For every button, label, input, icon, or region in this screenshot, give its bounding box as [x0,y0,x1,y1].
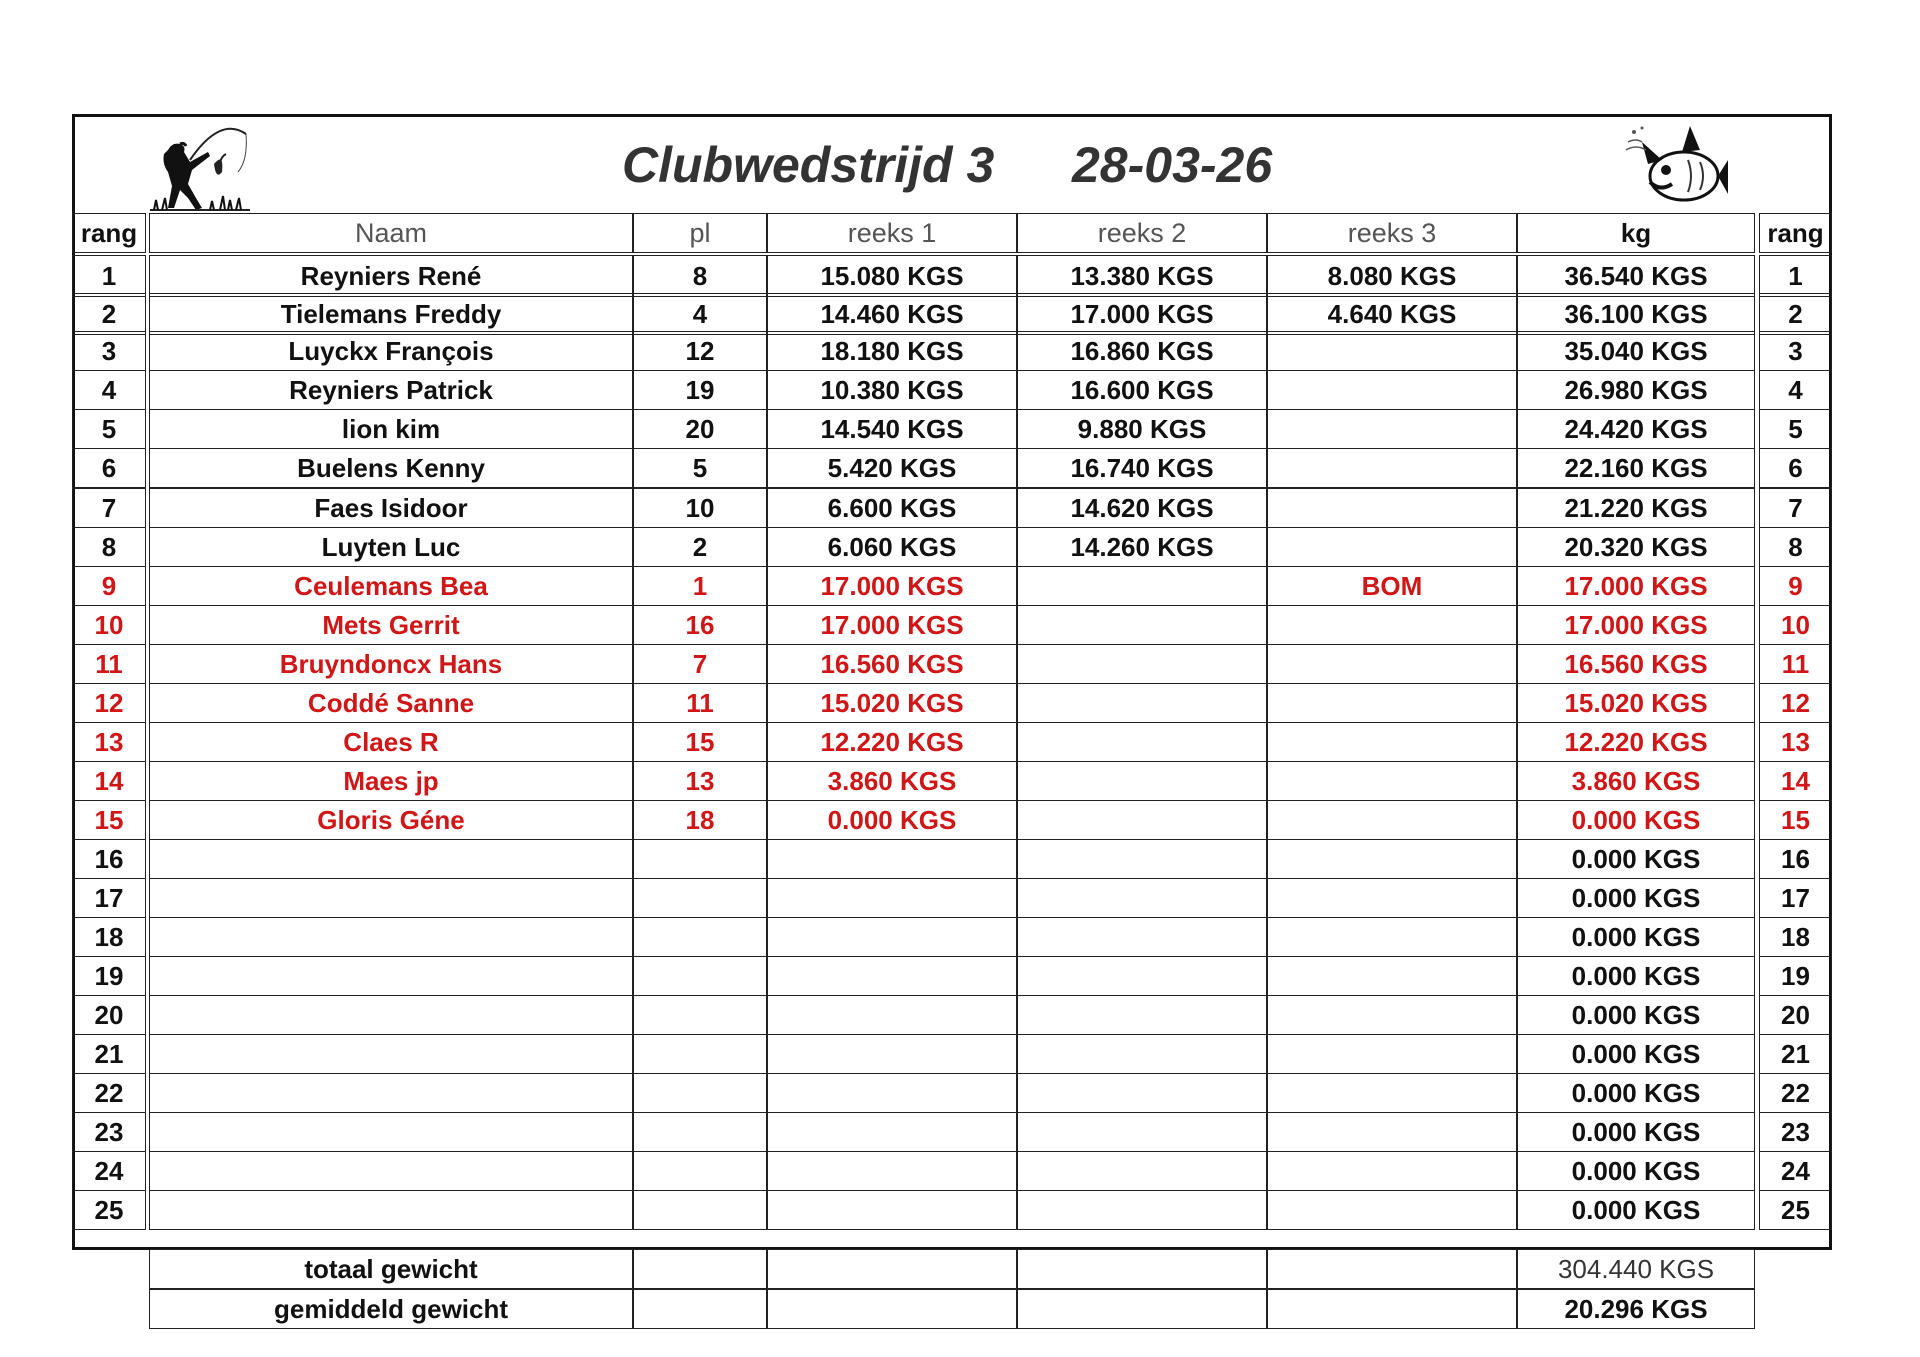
average-weight-label: gemiddeld gewicht [149,1289,633,1329]
total-kg-cell: 21.220 KGS [1517,488,1755,528]
fisherman-icon [150,120,250,212]
name-cell: lion kim [149,409,633,449]
series1-cell [767,956,1017,996]
name-cell: Mets Gerrit [149,605,633,645]
series2-cell [1017,1112,1267,1152]
total-kg-cell: 16.560 KGS [1517,644,1755,684]
name-cell [149,995,633,1035]
rank-right-cell: 21 [1759,1034,1832,1074]
series3-cell: 8.080 KGS [1267,255,1517,297]
rank-right-cell: 25 [1759,1190,1832,1230]
rank-right-cell: 23 [1759,1112,1832,1152]
series3-cell [1267,956,1517,996]
average-weight-empty-cell [1267,1289,1517,1329]
rank-right-cell: 6 [1759,448,1832,488]
total-kg-cell: 26.980 KGS [1517,370,1755,410]
rank-cell: 4 [72,370,146,410]
header-series1: reeks 1 [767,213,1017,253]
series2-cell [1017,956,1267,996]
series2-cell [1017,644,1267,684]
total-kg-cell: 17.000 KGS [1517,605,1755,645]
total-weight-empty-cell [767,1249,1017,1289]
place-cell [633,839,767,879]
rank-cell: 17 [72,878,146,918]
rank-right-cell: 15 [1759,800,1832,840]
series2-cell [1017,566,1267,606]
series1-cell: 18.180 KGS [767,331,1017,371]
series2-cell: 14.620 KGS [1017,488,1267,528]
total-kg-cell: 0.000 KGS [1517,995,1755,1035]
total-kg-cell: 0.000 KGS [1517,917,1755,957]
rank-right-cell: 2 [1759,293,1832,335]
rank-cell: 12 [72,683,146,723]
name-cell [149,839,633,879]
rank-cell: 5 [72,409,146,449]
rank-cell: 20 [72,995,146,1035]
series2-cell: 17.000 KGS [1017,293,1267,335]
header-name: Naam [149,213,633,253]
rank-right-cell: 1 [1759,255,1832,297]
series3-cell [1267,370,1517,410]
total-kg-cell: 0.000 KGS [1517,878,1755,918]
header-series2: reeks 2 [1017,213,1267,253]
series3-cell [1267,605,1517,645]
results-sheet [72,114,1832,1250]
rank-right-cell: 10 [1759,605,1832,645]
series1-cell [767,839,1017,879]
series1-cell: 15.020 KGS [767,683,1017,723]
total-kg-cell: 0.000 KGS [1517,800,1755,840]
header-place: pl [633,213,767,253]
series2-cell [1017,800,1267,840]
rank-cell: 25 [72,1190,146,1230]
total-kg-cell: 0.000 KGS [1517,839,1755,879]
name-cell: Claes R [149,722,633,762]
place-cell: 19 [633,370,767,410]
name-cell: Luyckx François [149,331,633,371]
series2-cell: 13.380 KGS [1017,255,1267,297]
total-kg-cell: 20.320 KGS [1517,527,1755,567]
series1-cell: 15.080 KGS [767,255,1017,297]
series2-cell: 16.740 KGS [1017,448,1267,488]
series2-cell [1017,683,1267,723]
series1-cell: 5.420 KGS [767,448,1017,488]
place-cell: 13 [633,761,767,801]
series1-cell [767,1073,1017,1113]
series2-cell: 16.860 KGS [1017,331,1267,371]
rank-cell: 8 [72,527,146,567]
header-series3: reeks 3 [1267,213,1517,253]
series1-cell [767,1190,1017,1230]
name-cell [149,917,633,957]
series3-cell [1267,761,1517,801]
series2-cell [1017,839,1267,879]
rank-right-cell: 8 [1759,527,1832,567]
place-cell: 18 [633,800,767,840]
rank-right-cell: 17 [1759,878,1832,918]
total-kg-cell: 0.000 KGS [1517,956,1755,996]
rank-right-cell: 5 [1759,409,1832,449]
header-rank-left: rang [72,213,146,253]
place-cell: 16 [633,605,767,645]
series3-cell [1267,917,1517,957]
total-kg-cell: 0.000 KGS [1517,1190,1755,1230]
series3-cell: 4.640 KGS [1267,293,1517,335]
average-weight-empty-cell [1017,1289,1267,1329]
series3-cell [1267,839,1517,879]
rank-cell: 10 [72,605,146,645]
name-cell: Gloris Géne [149,800,633,840]
name-cell [149,1112,633,1152]
rank-right-cell: 7 [1759,488,1832,528]
average-weight-empty-cell [767,1289,1017,1329]
series2-cell [1017,1151,1267,1191]
total-weight-empty-cell [633,1249,767,1289]
series2-cell [1017,995,1267,1035]
total-weight-empty-cell [1267,1249,1517,1289]
place-cell: 15 [633,722,767,762]
series3-cell: BOM [1267,566,1517,606]
rank-cell: 22 [72,1073,146,1113]
event-date: 28-03-26 [1072,137,1273,193]
series1-cell: 3.860 KGS [767,761,1017,801]
series1-cell: 17.000 KGS [767,566,1017,606]
rank-right-cell: 13 [1759,722,1832,762]
rank-cell: 1 [72,255,146,297]
name-cell: Maes jp [149,761,633,801]
series1-cell: 10.380 KGS [767,370,1017,410]
total-kg-cell: 0.000 KGS [1517,1112,1755,1152]
series3-cell [1267,683,1517,723]
rank-cell: 24 [72,1151,146,1191]
place-cell [633,995,767,1035]
rank-right-cell: 22 [1759,1073,1832,1113]
average-weight-value: 20.296 KGS [1517,1289,1755,1329]
series3-cell [1267,448,1517,488]
total-kg-cell: 22.160 KGS [1517,448,1755,488]
series1-cell: 14.460 KGS [767,293,1017,335]
total-kg-cell: 36.100 KGS [1517,293,1755,335]
rank-right-cell: 20 [1759,995,1832,1035]
name-cell: Faes Isidoor [149,488,633,528]
header-rank-right: rang [1759,213,1832,253]
rank-cell: 13 [72,722,146,762]
place-cell: 11 [633,683,767,723]
place-cell [633,1112,767,1152]
rank-cell: 6 [72,448,146,488]
rank-right-cell: 9 [1759,566,1832,606]
place-cell: 12 [633,331,767,371]
series1-cell: 0.000 KGS [767,800,1017,840]
rank-right-cell: 3 [1759,331,1832,371]
name-cell [149,1190,633,1230]
place-cell [633,1151,767,1191]
rank-cell: 14 [72,761,146,801]
average-weight-empty-cell [633,1289,767,1329]
series2-cell [1017,761,1267,801]
series1-cell [767,1112,1017,1152]
total-kg-cell: 0.000 KGS [1517,1073,1755,1113]
place-cell: 20 [633,409,767,449]
series2-cell [1017,722,1267,762]
place-cell: 1 [633,566,767,606]
rank-cell: 3 [72,331,146,371]
name-cell [149,1073,633,1113]
rank-right-cell: 16 [1759,839,1832,879]
rank-cell: 15 [72,800,146,840]
total-kg-cell: 15.020 KGS [1517,683,1755,723]
rank-right-cell: 18 [1759,917,1832,957]
series3-cell [1267,1112,1517,1152]
page-title: Clubwedstrijd 3 [622,137,995,193]
total-kg-cell: 36.540 KGS [1517,255,1755,297]
rank-right-cell: 11 [1759,644,1832,684]
place-cell [633,956,767,996]
series3-cell [1267,1151,1517,1191]
series1-cell: 6.600 KGS [767,488,1017,528]
fish-icon [1622,120,1728,212]
place-cell [633,878,767,918]
rank-cell: 9 [72,566,146,606]
series1-cell [767,1034,1017,1074]
series2-cell: 9.880 KGS [1017,409,1267,449]
series3-cell [1267,878,1517,918]
place-cell [633,917,767,957]
series3-cell [1267,488,1517,528]
place-cell: 4 [633,293,767,335]
series2-cell: 14.260 KGS [1017,527,1267,567]
total-kg-cell: 35.040 KGS [1517,331,1755,371]
place-cell [633,1034,767,1074]
place-cell [633,1190,767,1230]
name-cell: Reyniers Patrick [149,370,633,410]
series1-cell: 6.060 KGS [767,527,1017,567]
rank-cell: 19 [72,956,146,996]
name-cell: Reyniers René [149,255,633,297]
series2-cell [1017,917,1267,957]
rank-cell: 18 [72,917,146,957]
name-cell [149,1034,633,1074]
rank-cell: 21 [72,1034,146,1074]
series3-cell [1267,644,1517,684]
rank-right-cell: 24 [1759,1151,1832,1191]
place-cell: 8 [633,255,767,297]
total-kg-cell: 17.000 KGS [1517,566,1755,606]
total-kg-cell: 12.220 KGS [1517,722,1755,762]
series1-cell [767,917,1017,957]
series3-cell [1267,1190,1517,1230]
series1-cell: 12.220 KGS [767,722,1017,762]
total-weight-empty-cell [1017,1249,1267,1289]
series1-cell: 17.000 KGS [767,605,1017,645]
rank-right-cell: 4 [1759,370,1832,410]
rank-cell: 16 [72,839,146,879]
series2-cell [1017,605,1267,645]
place-cell: 10 [633,488,767,528]
rank-cell: 11 [72,644,146,684]
total-kg-cell: 0.000 KGS [1517,1151,1755,1191]
series1-cell [767,995,1017,1035]
place-cell [633,1073,767,1113]
series3-cell [1267,527,1517,567]
name-cell [149,1151,633,1191]
name-cell: Tielemans Freddy [149,293,633,335]
name-cell: Luyten Luc [149,527,633,567]
series3-cell [1267,1034,1517,1074]
header-total: kg [1517,213,1755,253]
place-cell: 5 [633,448,767,488]
series1-cell [767,1151,1017,1191]
rank-right-cell: 19 [1759,956,1832,996]
series2-cell: 16.600 KGS [1017,370,1267,410]
series3-cell [1267,995,1517,1035]
series3-cell [1267,409,1517,449]
name-cell: Coddé Sanne [149,683,633,723]
name-cell [149,956,633,996]
rank-cell: 7 [72,488,146,528]
series2-cell [1017,1073,1267,1113]
series1-cell: 16.560 KGS [767,644,1017,684]
total-weight-value: 304.440 KGS [1517,1249,1755,1289]
rank-right-cell: 14 [1759,761,1832,801]
total-kg-cell: 0.000 KGS [1517,1034,1755,1074]
total-kg-cell: 24.420 KGS [1517,409,1755,449]
series2-cell [1017,1190,1267,1230]
rank-cell: 23 [72,1112,146,1152]
place-cell: 2 [633,527,767,567]
series3-cell [1267,331,1517,371]
series2-cell [1017,878,1267,918]
series3-cell [1267,1073,1517,1113]
name-cell: Ceulemans Bea [149,566,633,606]
series1-cell [767,878,1017,918]
rank-cell: 2 [72,293,146,335]
series2-cell [1017,1034,1267,1074]
series3-cell [1267,722,1517,762]
name-cell: Buelens Kenny [149,448,633,488]
rank-right-cell: 12 [1759,683,1832,723]
name-cell: Bruyndoncx Hans [149,644,633,684]
name-cell [149,878,633,918]
total-kg-cell: 3.860 KGS [1517,761,1755,801]
series1-cell: 14.540 KGS [767,409,1017,449]
total-weight-label: totaal gewicht [149,1249,633,1289]
series3-cell [1267,800,1517,840]
place-cell: 7 [633,644,767,684]
